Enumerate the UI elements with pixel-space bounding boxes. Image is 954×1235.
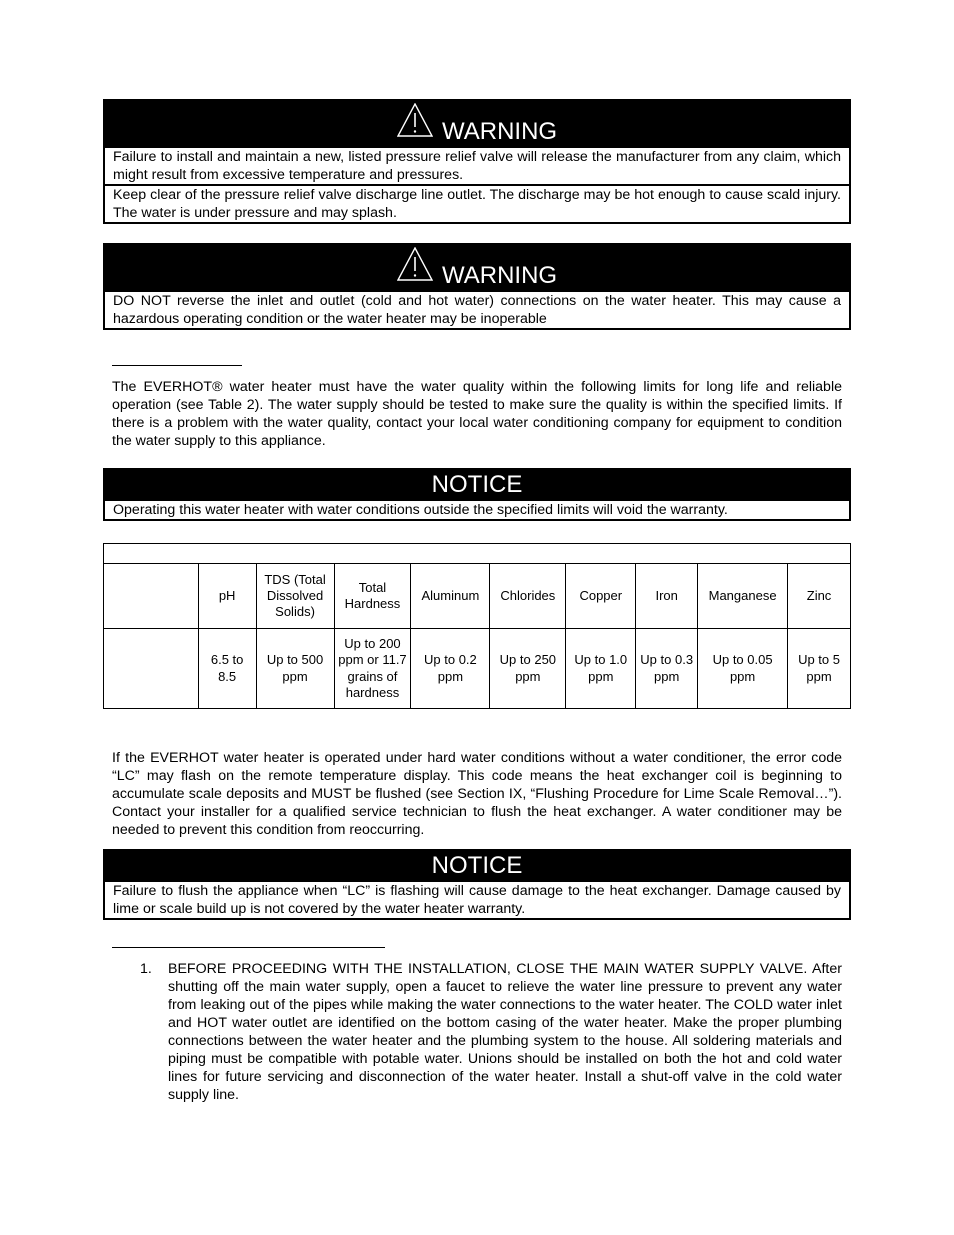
table-cell: Up to 0.2 ppm xyxy=(411,629,490,709)
warning-triangle-icon xyxy=(397,247,433,281)
notice-header xyxy=(105,470,849,501)
notice-header xyxy=(105,851,849,882)
list-item-number: 1. xyxy=(140,961,152,977)
table-caption xyxy=(104,544,851,564)
warning-header xyxy=(105,101,849,148)
table-header-cell: Iron xyxy=(636,564,698,629)
warning-text-discharge: Keep clear of the pressure relief valve discharge line outlet. The discharge may be hot enough to cause scald injury. The water is under pressure and may splash. xyxy=(105,184,849,222)
notice-text-warranty: Operating this water heater with water conditions outside the specified limits will void the warranty. xyxy=(113,502,728,518)
table-cell: Up to 200 ppm or 11.7 grains of hardness xyxy=(334,629,411,709)
table-header-cell: pH xyxy=(198,564,256,629)
table-cell: Up to 5 ppm xyxy=(788,629,851,709)
table-header-cell: Chlorides xyxy=(490,564,566,629)
table-header-cell: TDS (Total Dissolved Solids) xyxy=(256,564,334,629)
table-header-cell: Aluminum xyxy=(411,564,490,629)
warning-header xyxy=(105,245,849,292)
table-cell: 6.5 to 8.5 xyxy=(198,629,256,709)
warning-title: WARNING xyxy=(442,118,558,145)
table-cell: Up to 0.3 ppm xyxy=(636,629,698,709)
table-cell xyxy=(104,629,199,709)
table-header-row xyxy=(104,564,851,629)
warning-triangle-icon xyxy=(397,103,433,137)
notice-box-lime-scale xyxy=(103,849,851,920)
table-row xyxy=(104,629,851,709)
section-heading-underline xyxy=(112,365,242,366)
list-item-text: BEFORE PROCEEDING WITH THE INSTALLATION, CLOSE THE MAIN WATER SUPPLY VALVE. After shutting off the main water supply, open a faucet to relieve the water line pressure to prevent any water from leaking out of the pipes while making the water connections to the water heater. The COLD water inlet and HOT water outlet are identified on the bottom casing of the water heater. Make the proper plumbing connections between the water heater and the plumbing system to the house. All soldering materials and piping must be compatible with potable water. Unions should be installed on both the hot and cold water lines for future servicing and disconnection of the water heater. Install a shut-off valve in the cold water supply line. xyxy=(168,961,842,1103)
table-cell: Up to 250 ppm xyxy=(490,629,566,709)
water-quality-table xyxy=(103,543,851,709)
table-header-cell: Total Hardness xyxy=(334,564,411,629)
table-cell: Up to 500 ppm xyxy=(256,629,334,709)
warning-box-pressure-relief xyxy=(103,99,851,224)
notice-text-lime-scale: Failure to flush the appliance when “LC” is flashing will cause damage to the heat exchanger. Damage caused by lime or scale build up is not covered by the water heater warranty. xyxy=(113,883,841,917)
table-header-cell xyxy=(104,564,199,629)
table-header-cell: Zinc xyxy=(788,564,851,629)
table-cell: Up to 1.0 ppm xyxy=(566,629,636,709)
hard-water-paragraph: If the EVERHOT water heater is operated under hard water conditions without a water conditioner, the error code “LC” may flash on the remote temperature display. This code means the heat exchanger coil is beginning to accumulate scale deposits and MUST be flushed (see Section IX, “Flushing Procedure for Lime Scale Removal…”). Contact your installer for a qualified service technician to flush the heat exchanger. A water conditioner may be needed to prevent this condition from reoccurring. xyxy=(112,750,842,838)
table-header-cell: Manganese xyxy=(698,564,788,629)
section-heading-underline xyxy=(112,947,385,948)
notice-box-warranty xyxy=(103,468,851,521)
warning-box-connections xyxy=(103,243,851,330)
notice-title: NOTICE xyxy=(431,471,523,498)
warning-text-reverse-connections: DO NOT reverse the inlet and outlet (cold and hot water) connections on the water heater. This may cause a hazardous operating condition or the water heater may be inoperable xyxy=(113,293,841,327)
water-quality-paragraph: The EVERHOT® water heater must have the water quality within the following limits for long life and reliable operation (see Table 2). The water supply should be tested to make sure the quality is within the specified limits. If there is a problem with the water quality, contact your local water conditioning company for equipment to condition the water supply to this appliance. xyxy=(112,379,842,449)
warning-text-relief-valve: Failure to install and maintain a new, listed pressure relief valve will release the manufacturer from any claim, which might result from excessive temperature and pressures. xyxy=(113,149,841,183)
table-cell: Up to 0.05 ppm xyxy=(698,629,788,709)
notice-title: NOTICE xyxy=(431,852,523,879)
warning-title: WARNING xyxy=(442,262,558,289)
table-header-cell: Copper xyxy=(566,564,636,629)
